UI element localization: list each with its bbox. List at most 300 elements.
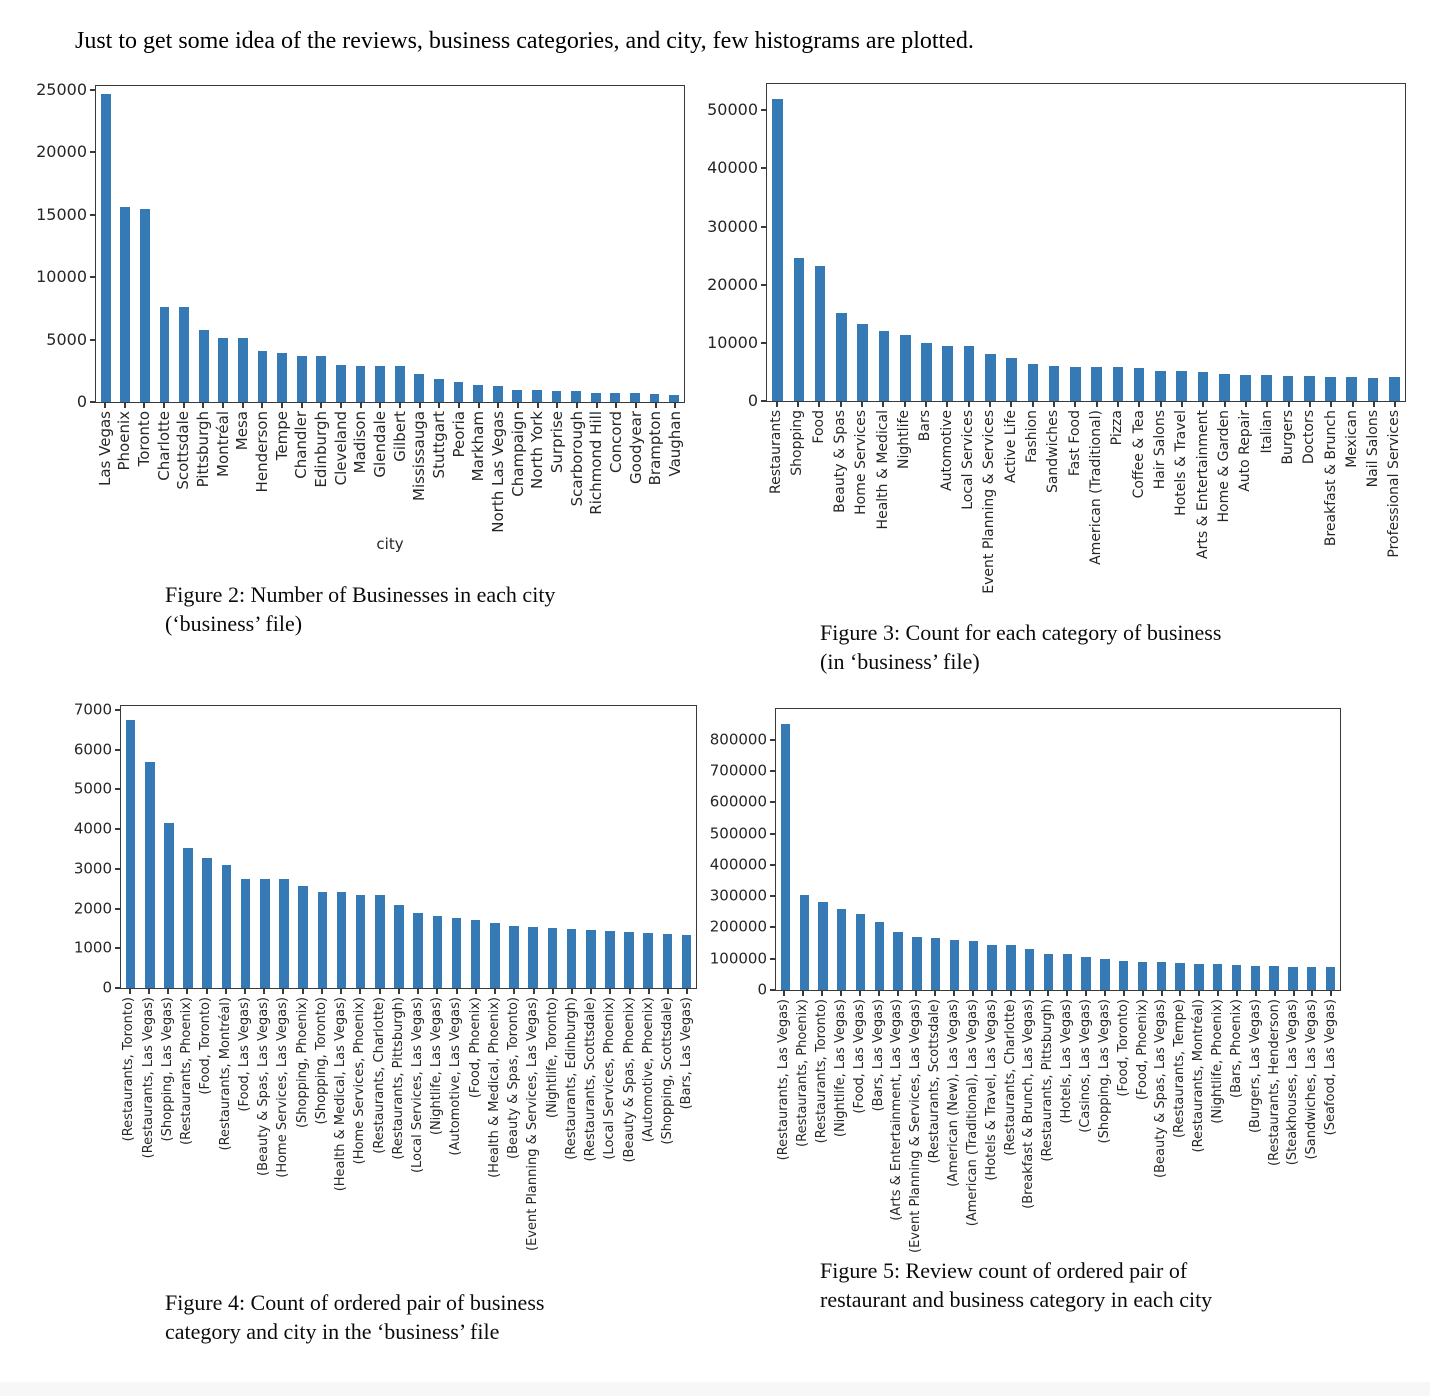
- x-tick-label: (Hotels & Travel, Las Vegas): [983, 999, 999, 1181]
- x-tick-label: (Restaurants, Tempe): [1172, 999, 1188, 1138]
- bar-slot: [1265, 709, 1284, 990]
- bar-slot: [1022, 84, 1043, 401]
- x-tick-label: Doctors: [1301, 410, 1318, 465]
- bar-slot: [908, 709, 927, 990]
- y-tick-mark: [761, 226, 767, 228]
- y-tick-label: 0: [747, 391, 758, 410]
- x-tick-label: (Bars, Las Vegas): [679, 997, 695, 1110]
- y-tick-label: 100000: [709, 949, 767, 968]
- x-tick-label: (Bars, Phoenix): [1228, 999, 1244, 1098]
- x-tick: [678, 989, 697, 1109]
- x-tick-label: (Beauty & Spas, Las Vegas): [1153, 999, 1169, 1178]
- x-tick: [1039, 991, 1058, 1162]
- x-tick-label: (Local Services, Phoenix): [602, 997, 618, 1160]
- x-tick-label: Pizza: [1109, 410, 1126, 446]
- bar: [1240, 375, 1251, 401]
- bar: [277, 353, 287, 402]
- x-tick: [449, 403, 469, 457]
- bar-slot: [390, 86, 410, 402]
- bar: [818, 902, 827, 990]
- x-tick-label: (Shopping, Las Vegas): [1096, 999, 1112, 1144]
- bar: [140, 209, 150, 402]
- y-tick-mark: [770, 958, 776, 960]
- x-tick: [1235, 402, 1256, 492]
- x-tick-label: (Beauty & Spas, Las Vegas): [256, 997, 272, 1176]
- x-tick-label: (Nightlife, Las Vegas): [429, 997, 445, 1136]
- bar-slot: [677, 706, 696, 988]
- bar-slot: [159, 706, 178, 988]
- figure4-caption-line2: category and city in the ‘business’ file: [165, 1319, 500, 1345]
- bar-slot: [217, 706, 236, 988]
- bar: [1213, 964, 1222, 990]
- bar-slot: [639, 706, 658, 988]
- bar: [921, 343, 932, 401]
- x-tick: [389, 989, 408, 1160]
- x-tick-label: (Sandwiches, Las Vegas): [1304, 999, 1320, 1160]
- bar: [375, 366, 385, 402]
- bar: [1219, 374, 1230, 401]
- bar: [218, 338, 228, 402]
- x-tick: [787, 402, 808, 476]
- x-tick: [488, 403, 508, 533]
- bar-slot: [1001, 84, 1022, 401]
- x-tick-label: (Restaurants, Montréal): [1191, 999, 1207, 1153]
- bar: [238, 338, 248, 402]
- x-tick: [311, 403, 331, 488]
- x-tick-label: Nightlife: [895, 410, 912, 469]
- y-tick-mark: [90, 276, 96, 278]
- bar: [260, 879, 270, 988]
- y-tick-mark: [115, 749, 121, 751]
- y-tick-label: 2000: [73, 899, 112, 918]
- bar-slot: [332, 706, 351, 988]
- bar: [316, 356, 326, 402]
- y-tick-mark: [761, 342, 767, 344]
- bar: [473, 385, 483, 402]
- figure2-x-axis-title: city: [376, 535, 404, 553]
- bar: [669, 395, 679, 402]
- bar: [1028, 364, 1039, 401]
- bar: [1389, 377, 1400, 401]
- x-tick: [332, 989, 351, 1191]
- bar: [1113, 367, 1124, 401]
- bar: [1176, 371, 1187, 401]
- bar-slot: [788, 84, 809, 401]
- bar-slot: [121, 706, 140, 988]
- x-tick-label: Gilbert: [390, 411, 409, 462]
- bar-slot: [1192, 84, 1213, 401]
- x-tick: [1086, 402, 1107, 565]
- figure2-x-axis-labels: [95, 403, 685, 533]
- x-tick: [582, 989, 601, 1162]
- bar-slot: [1043, 84, 1064, 401]
- bar: [1119, 961, 1128, 990]
- x-tick-label: Professional Services: [1386, 410, 1403, 558]
- bar: [912, 937, 921, 990]
- x-tick-label: (Food, Las Vegas): [236, 997, 252, 1112]
- bar: [893, 932, 902, 990]
- y-tick-label: 25000: [36, 79, 87, 99]
- x-tick-label: Las Vegas: [95, 411, 114, 486]
- bar: [605, 931, 615, 988]
- x-tick-label: (Beauty & Spas, Phoenix): [621, 997, 637, 1163]
- bar-slot: [272, 86, 292, 402]
- x-tick: [659, 989, 678, 1145]
- bar: [643, 933, 653, 988]
- bar-slot: [1277, 84, 1298, 401]
- bar: [394, 905, 404, 988]
- x-tick: [937, 402, 958, 491]
- x-tick: [1299, 402, 1320, 464]
- x-tick: [926, 991, 945, 1164]
- bar: [101, 94, 111, 403]
- x-tick: [620, 989, 639, 1163]
- bar: [528, 927, 538, 988]
- bar-slot: [619, 706, 638, 988]
- y-tick-label: 5000: [73, 779, 112, 798]
- figure3-caption: [820, 618, 1221, 676]
- bar: [942, 346, 953, 401]
- x-tick-label: Beauty & Spas: [831, 410, 848, 513]
- bar: [781, 724, 790, 990]
- bar-slot: [1299, 84, 1320, 401]
- x-tick: [766, 402, 787, 494]
- bar-slot: [916, 84, 937, 401]
- x-tick: [1322, 991, 1341, 1135]
- bar-slot: [926, 709, 945, 990]
- page-bottom-strip: [0, 1382, 1430, 1396]
- bar-slot: [1129, 84, 1150, 401]
- y-tick-mark: [761, 167, 767, 169]
- bar-slot: [543, 706, 562, 988]
- x-tick-label: (Hotels, Las Vegas): [1059, 999, 1075, 1124]
- x-tick: [255, 989, 274, 1176]
- bar-slot: [524, 706, 543, 988]
- bar-slot: [155, 86, 175, 402]
- x-tick-label: (Restaurants, Scottsdale): [583, 997, 599, 1162]
- y-tick-label: 5000: [46, 329, 87, 349]
- figure4-plot-area: [73, 700, 697, 997]
- x-tick-label: (Home Services, Phoenix): [352, 997, 368, 1165]
- y-tick-label: 3000: [73, 859, 112, 878]
- bar-slot: [1284, 709, 1303, 990]
- bar-slot: [958, 84, 979, 401]
- bar: [567, 929, 577, 988]
- figure4-category-city-pair-chart: [73, 700, 697, 1251]
- x-tick: [1193, 402, 1214, 559]
- bar-slot: [370, 706, 389, 988]
- x-tick-label: Glendale: [370, 411, 389, 478]
- bar: [493, 386, 503, 402]
- x-tick: [390, 403, 410, 462]
- x-tick-label: Hair Salons: [1151, 410, 1168, 490]
- bar-slot: [1065, 84, 1086, 401]
- x-tick-label: Event Planning & Services: [981, 410, 998, 594]
- bar: [1091, 367, 1102, 401]
- x-tick: [1129, 402, 1150, 498]
- x-tick-label: Champaign: [508, 411, 527, 497]
- y-tick-mark: [770, 801, 776, 803]
- x-tick-label: (Health & Medical, Las Vegas): [333, 997, 349, 1192]
- bar: [900, 335, 911, 401]
- figure3-x-axis-labels: [766, 402, 1406, 594]
- y-tick-label: 300000: [709, 886, 767, 905]
- x-tick-label: (Restaurants, Pittsburgh): [390, 997, 406, 1160]
- x-tick-label: Goodyear: [626, 411, 645, 484]
- x-tick: [851, 402, 872, 515]
- bar: [1251, 966, 1260, 990]
- x-tick-label: Pittsburgh: [193, 411, 212, 488]
- bar-slot: [313, 706, 332, 988]
- bar-slot: [895, 84, 916, 401]
- x-tick: [312, 989, 331, 1124]
- x-tick: [120, 989, 139, 1141]
- bar-slot: [140, 706, 159, 988]
- bar: [987, 945, 996, 990]
- bar: [183, 848, 193, 988]
- x-tick: [235, 989, 254, 1112]
- x-tick-label: (Local Services, Las Vegas): [409, 997, 425, 1174]
- bar: [836, 313, 847, 401]
- bar-slot: [889, 709, 908, 990]
- x-tick: [134, 403, 154, 466]
- bar-slot: [1384, 84, 1405, 401]
- x-tick-label: (Restaurants, Edinburgh): [563, 997, 579, 1160]
- x-tick-label: Active Life: [1002, 410, 1019, 483]
- bar-slot: [1039, 709, 1058, 990]
- x-tick: [410, 403, 430, 501]
- x-tick: [1214, 402, 1235, 522]
- x-tick: [606, 403, 626, 473]
- x-tick: [1077, 991, 1096, 1133]
- bar: [548, 928, 558, 988]
- bar: [454, 382, 464, 402]
- x-tick-label: (Restaurants, Charlotte): [1002, 999, 1018, 1156]
- x-tick-label: Stuttgart: [430, 411, 448, 479]
- x-tick: [233, 403, 253, 450]
- bar-slot: [1227, 709, 1246, 990]
- y-tick-label: 40000: [707, 158, 758, 178]
- x-tick: [409, 989, 428, 1173]
- x-tick: [1058, 991, 1077, 1124]
- x-tick: [95, 403, 115, 486]
- x-tick-label: Bars: [917, 410, 934, 442]
- x-tick-label: Local Services: [959, 410, 976, 510]
- bar: [856, 914, 865, 990]
- bar: [1100, 959, 1109, 990]
- x-tick-label: American (Traditional): [1087, 410, 1104, 565]
- bar-slot: [331, 86, 351, 402]
- bar-slot: [566, 86, 586, 402]
- x-tick: [1385, 402, 1406, 558]
- x-tick-label: Scottsdale: [174, 411, 193, 490]
- bar-slot: [429, 86, 449, 402]
- bar: [241, 879, 251, 988]
- bar: [356, 895, 366, 988]
- x-tick-label: Scarborough: [567, 411, 586, 507]
- bar: [414, 374, 424, 402]
- x-tick: [158, 989, 177, 1141]
- bar: [199, 330, 209, 402]
- x-tick-label: Italian: [1258, 410, 1275, 454]
- x-tick: [466, 989, 485, 1098]
- bar: [586, 930, 596, 988]
- x-tick: [665, 403, 685, 477]
- y-tick-label: 0: [757, 980, 767, 999]
- bar-slot: [767, 84, 788, 401]
- x-tick: [1265, 991, 1284, 1166]
- bar: [1232, 965, 1241, 990]
- x-tick-label: (Shopping, Scottsdale): [660, 997, 676, 1145]
- bar: [471, 920, 481, 988]
- bar-slot: [96, 86, 116, 402]
- x-tick: [1065, 402, 1086, 476]
- y-tick-mark: [90, 89, 96, 91]
- x-tick: [197, 989, 216, 1095]
- x-tick: [1022, 402, 1043, 463]
- x-tick: [428, 989, 447, 1135]
- y-tick-mark: [90, 339, 96, 341]
- bar: [1063, 954, 1072, 990]
- bar: [815, 266, 826, 401]
- x-tick: [528, 403, 548, 489]
- y-tick-label: 7000: [73, 700, 112, 719]
- figure4-x-axis-labels: [120, 989, 697, 1251]
- figure4-caption-line1: Figure 4: Count of ordered pair of business: [165, 1290, 545, 1315]
- bar: [663, 934, 673, 988]
- x-tick-label: (Shopping, Phoenix): [294, 997, 310, 1129]
- bar: [857, 324, 868, 401]
- bar-slot: [214, 86, 234, 402]
- bar-slot: [937, 84, 958, 401]
- bar: [1006, 358, 1017, 401]
- bar: [800, 895, 809, 990]
- x-tick: [1001, 991, 1020, 1156]
- x-tick-label: (Shopping, Toronto): [313, 997, 329, 1125]
- x-tick: [587, 403, 607, 515]
- x-tick-label: Concord: [607, 411, 626, 474]
- figure5-caption-line2: restaurant and business category in each city: [820, 1287, 1213, 1313]
- x-tick: [1284, 991, 1303, 1165]
- intro-text: Just to get some idea of the reviews, business categories, and city, few histograms are plotted.: [75, 28, 974, 54]
- x-tick: [115, 403, 135, 471]
- x-tick-label: (Beauty & Spas, Toronto): [506, 997, 522, 1159]
- bar: [1138, 962, 1147, 990]
- x-tick: [429, 403, 449, 478]
- bar-slot: [1152, 709, 1171, 990]
- x-tick-label: Shopping: [789, 410, 806, 476]
- x-tick-label: (Restaurants, Pittsburgh): [1040, 999, 1056, 1162]
- x-tick-label: Home Services: [853, 410, 870, 515]
- bar: [1081, 957, 1090, 990]
- y-tick-mark: [770, 895, 776, 897]
- figure5-caption-line1: Figure 5: Review count of ordered pair of: [820, 1258, 1188, 1283]
- bar-slot: [198, 706, 217, 988]
- x-tick: [639, 989, 658, 1142]
- bar-slot: [449, 86, 469, 402]
- y-tick-label: 800000: [709, 730, 767, 749]
- bar-slot: [1096, 709, 1115, 990]
- bar: [682, 935, 692, 988]
- x-tick-label: Fashion: [1023, 410, 1040, 463]
- x-tick-label: Hotels & Travel: [1173, 410, 1190, 516]
- bar: [297, 356, 307, 402]
- x-tick: [1107, 402, 1128, 445]
- y-tick-mark: [115, 709, 121, 711]
- bar: [1044, 954, 1053, 990]
- bar-slot: [370, 86, 390, 402]
- y-tick-label: 50000: [707, 100, 758, 120]
- x-tick: [813, 991, 832, 1143]
- x-tick-label: Chandler: [292, 411, 311, 479]
- bar-slot: [428, 706, 447, 988]
- bar-slot: [1077, 709, 1096, 990]
- x-tick-label: (Automotive, Las Vegas): [448, 997, 464, 1156]
- bar-slot: [1320, 84, 1341, 401]
- bar-slot: [605, 86, 625, 402]
- x-tick: [979, 402, 1000, 594]
- x-tick: [293, 989, 312, 1128]
- bar: [1157, 962, 1166, 990]
- x-tick-label: (Restaurants, Scottsdale): [927, 999, 943, 1164]
- x-tick: [1114, 991, 1133, 1097]
- x-tick-label: (Restaurants, Toronto): [121, 997, 137, 1142]
- bar-slot: [1171, 709, 1190, 990]
- y-tick-label: 1000: [73, 938, 112, 957]
- x-tick-label: (Automotive, Phoenix): [640, 997, 656, 1143]
- x-tick: [809, 402, 830, 444]
- x-tick-label: (Restaurants, Las Vegas): [776, 999, 792, 1161]
- x-tick: [894, 402, 915, 469]
- x-tick-label: Restaurants: [767, 410, 784, 494]
- bar: [356, 366, 366, 402]
- x-tick-label: Automotive: [938, 410, 955, 491]
- bar: [552, 391, 562, 402]
- x-tick-label: (Nightlife, Las Vegas): [832, 999, 848, 1138]
- x-tick: [1363, 402, 1384, 487]
- bar-slot: [586, 86, 606, 402]
- x-tick-label: (Bars, Las Vegas): [870, 999, 886, 1112]
- bar-slot: [832, 709, 851, 990]
- bar-slot: [292, 86, 312, 402]
- bar: [650, 394, 660, 402]
- x-tick-label: (Nightlife, Toronto): [544, 997, 560, 1119]
- bar-slot: [527, 86, 547, 402]
- bar-slot: [873, 84, 894, 401]
- bar-slot: [233, 86, 253, 402]
- bar-slot: [1214, 84, 1235, 401]
- figure5-caption: [820, 1256, 1212, 1314]
- figure3-category-count-chart: [707, 83, 1406, 594]
- x-tick: [601, 989, 620, 1160]
- bar: [490, 923, 500, 988]
- y-tick-mark: [90, 214, 96, 216]
- x-tick: [562, 989, 581, 1160]
- bar: [1006, 945, 1015, 990]
- bar: [164, 823, 174, 988]
- bar: [375, 895, 385, 988]
- x-tick: [1303, 991, 1322, 1160]
- x-tick: [370, 989, 389, 1154]
- x-tick: [888, 991, 907, 1221]
- bar-slot: [1235, 84, 1256, 401]
- x-tick: [213, 403, 233, 477]
- bar-slot: [980, 84, 1001, 401]
- x-tick: [873, 402, 894, 529]
- figure2-plot-area: [36, 79, 685, 411]
- bar: [1288, 967, 1297, 990]
- y-tick-mark: [770, 926, 776, 928]
